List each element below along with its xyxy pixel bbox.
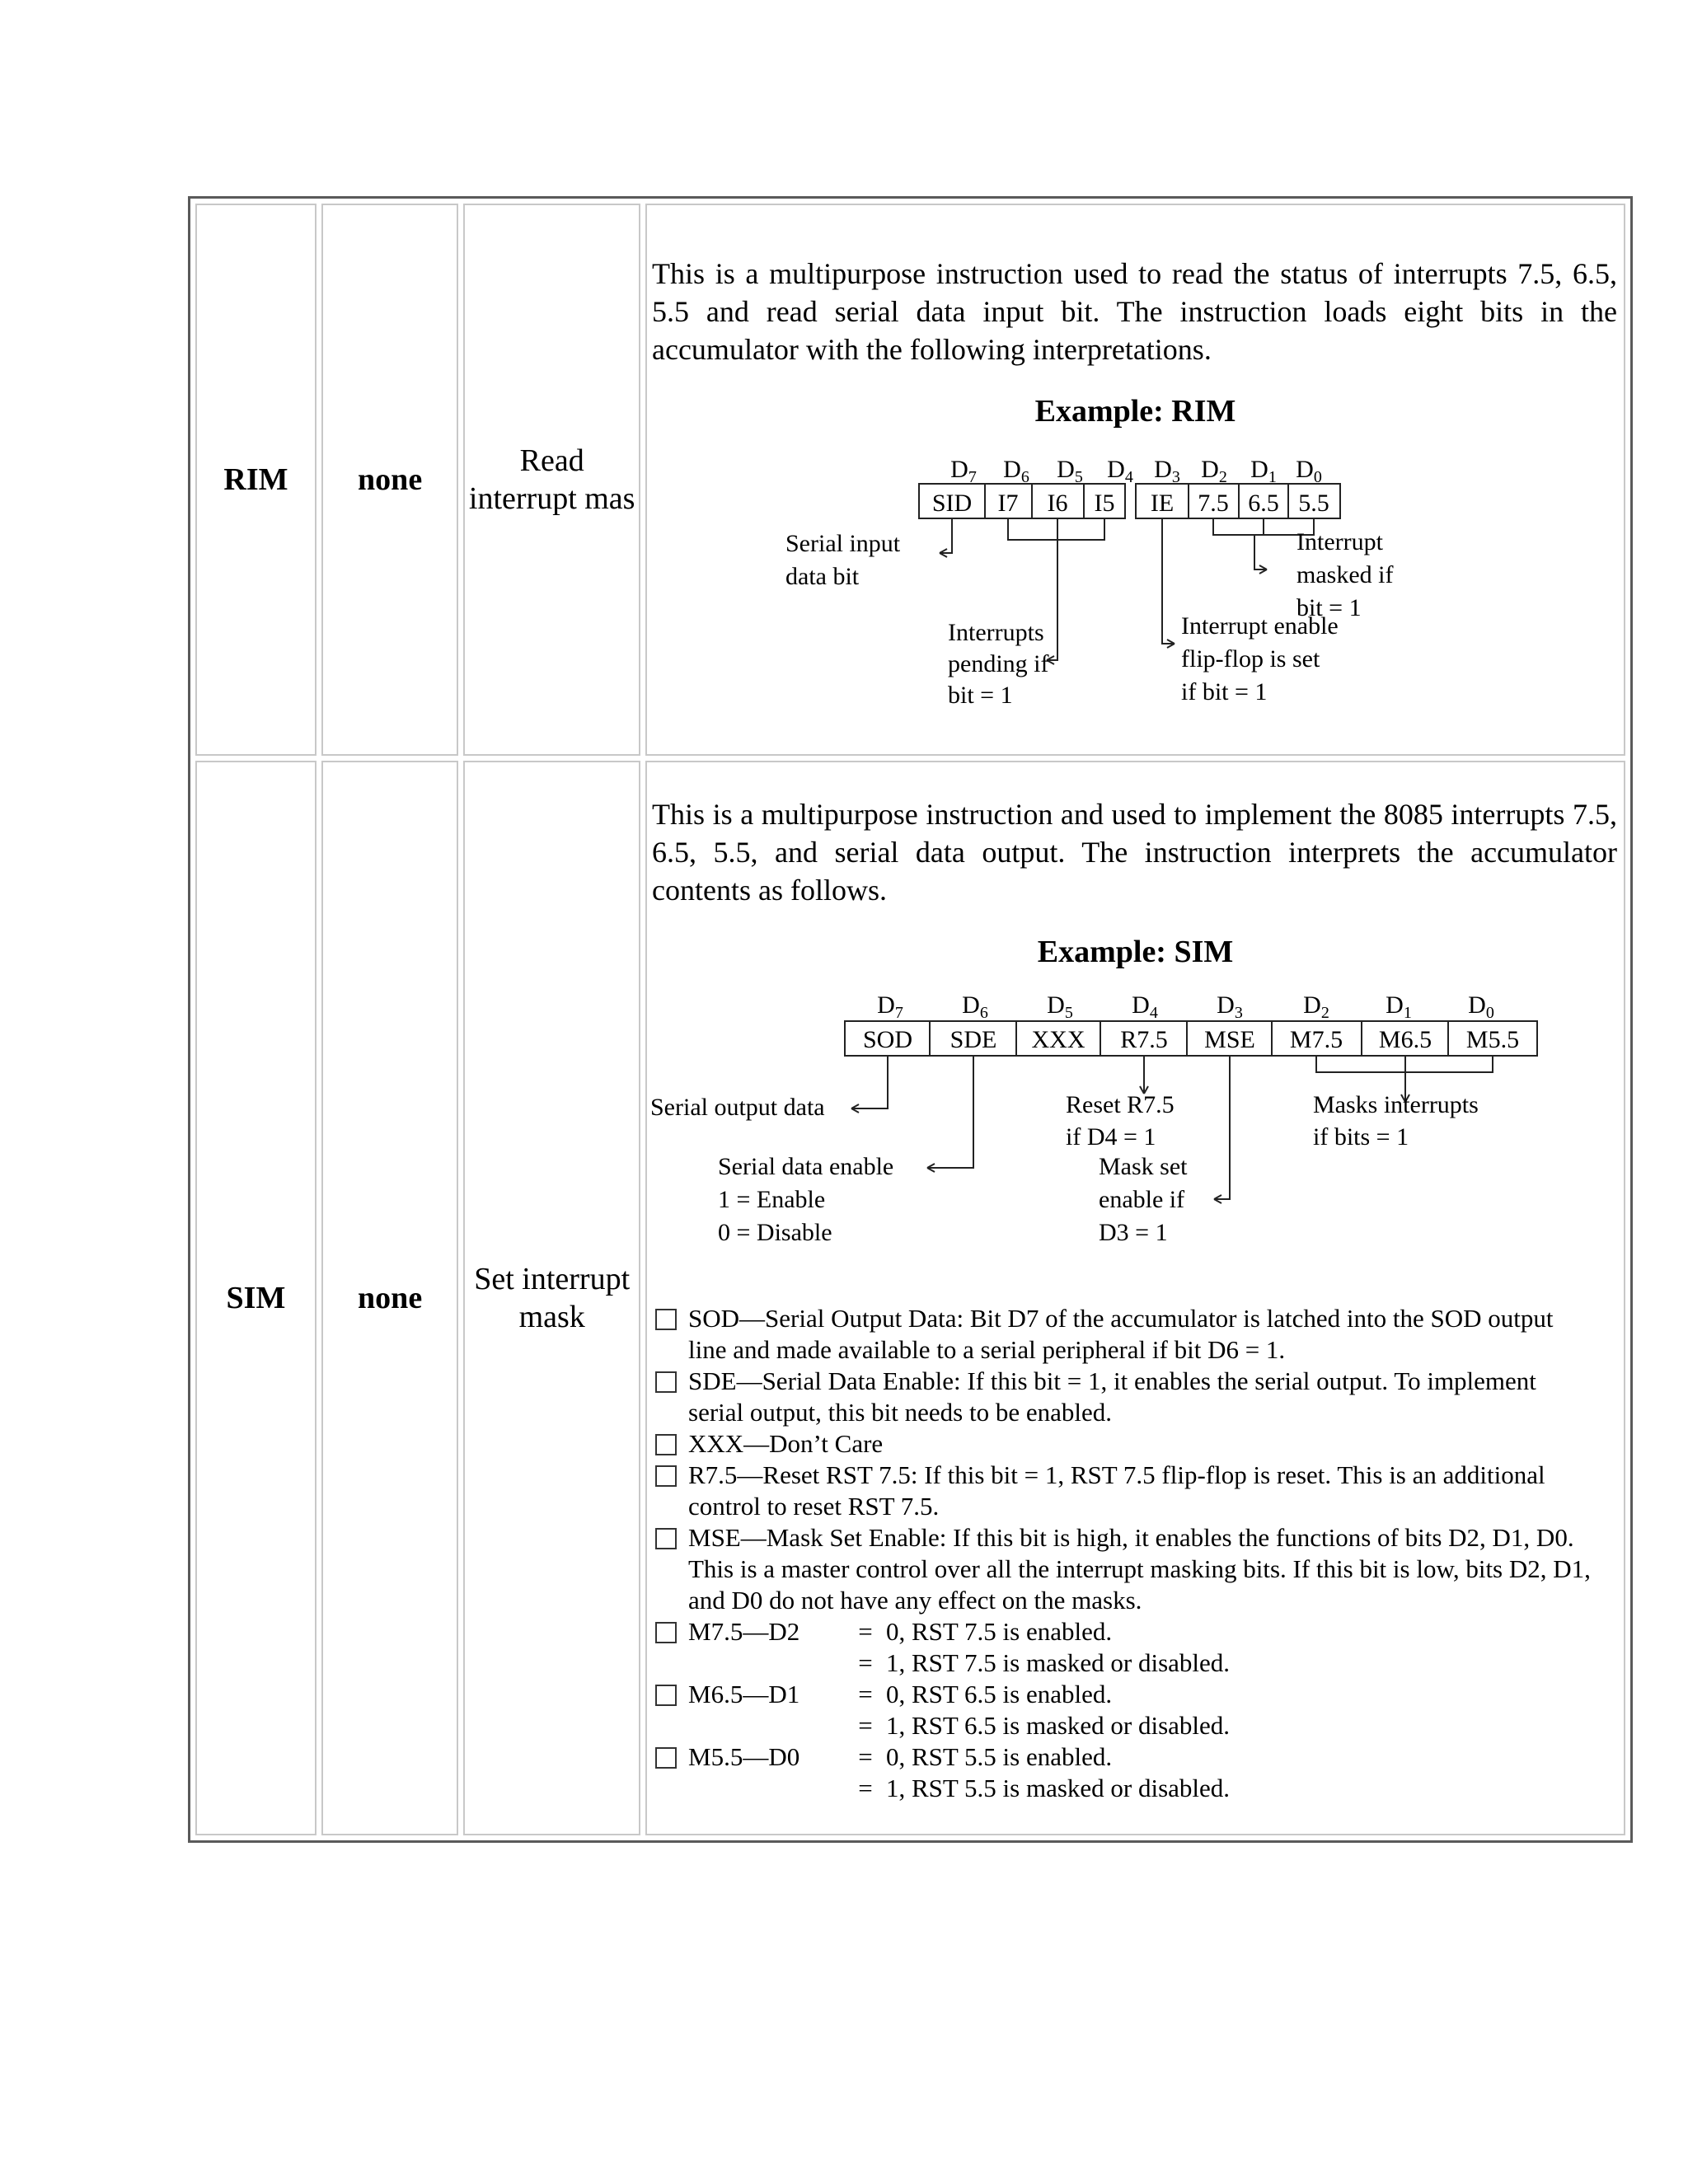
- sim-callout-masks-1: Masks interrupts: [1313, 1091, 1479, 1118]
- rim-cell-sid: SID: [931, 490, 973, 517]
- legend-mse: MSE—Mask Set Enable: If this bit is high, it enables the functions of bits D2, D1, D0.: [688, 1523, 1574, 1552]
- sim-diagram: [647, 977, 1624, 1298]
- rim-callout-pending-3: bit = 1: [948, 682, 1013, 708]
- rim-callout-enable-2: flip-flop is set: [1181, 645, 1320, 673]
- list-item: [652, 1616, 1624, 1679]
- mnemonic-cell: SIM: [195, 761, 316, 1835]
- sim-cell-m65: M6.5: [1378, 1026, 1432, 1053]
- legend-sod: SOD—Serial Output Data: Bit D7 of the accumulator is latched into the SOD output: [688, 1304, 1554, 1333]
- sim-bit-subscript-labels: [877, 991, 1494, 1022]
- rim-d4-label: $D_4$: [1107, 456, 1133, 486]
- sim-callout-serial-enable-2: 1 = Enable: [718, 1186, 826, 1213]
- mask-label-m55: M5.5—D0: [688, 1742, 800, 1771]
- list-item: [652, 1428, 1624, 1460]
- sim-paragraph: This is a multipurpose instruction and used to implement the 8085 interrupts 7.5, 6.5, 5.5, and serial data output. The instruction interprets the accumulator contents as follows.: [652, 798, 1617, 907]
- instruction-table: [188, 196, 1633, 1843]
- rim-cell-75: 7.5: [1198, 490, 1229, 517]
- table-row: [195, 761, 1625, 1835]
- checkbox-bullet-icon: [655, 1371, 677, 1393]
- rim-bit-cells: [932, 490, 1329, 517]
- equals-sign: =: [858, 1711, 873, 1740]
- rim-callout-enable-3: if bit = 1: [1181, 678, 1268, 705]
- equals-sign: =: [858, 1680, 873, 1708]
- rim-example-title: Example: RIM: [1034, 394, 1236, 429]
- sim-d5-label: $D_5$: [1047, 991, 1073, 1022]
- sim-cell-sde: SDE: [950, 1026, 997, 1053]
- rim-cell-i6: I6: [1047, 490, 1068, 517]
- mask-value-1: 1, RST 7.5 is masked or disabled.: [886, 1648, 1231, 1677]
- sim-cell-mse: MSE: [1204, 1026, 1255, 1053]
- operand-cell: none: [321, 761, 459, 1835]
- sim-callout-serial-enable-1: Serial data enable: [718, 1153, 894, 1180]
- checkbox-bullet-icon: [655, 1747, 677, 1769]
- mask-value-0: 0, RST 7.5 is enabled.: [886, 1617, 1113, 1646]
- table-row: [195, 204, 1625, 756]
- mask-label-m75: M7.5—D2: [688, 1617, 800, 1646]
- legend-sde-cont: serial output, this bit needs to be enabled.: [688, 1398, 1112, 1427]
- sim-callout-mask-set-1: Mask set: [1099, 1153, 1188, 1180]
- sim-callout-reset-2: if D4 = 1: [1066, 1123, 1156, 1151]
- sim-d4-label: $D_4$: [1132, 991, 1158, 1022]
- rim-d6-label: $D_6$: [1003, 456, 1029, 486]
- rim-d0-label: $D_0$: [1296, 456, 1322, 486]
- rim-bit-subscript-labels: [950, 456, 1322, 486]
- rim-cell-i5: I5: [1094, 490, 1115, 517]
- mask-value-0: 0, RST 5.5 is enabled.: [886, 1742, 1113, 1771]
- rim-callout-pending-2: pending if: [948, 650, 1049, 677]
- list-item: [652, 1303, 1624, 1366]
- sim-callout-mask-set-3: D3 = 1: [1099, 1219, 1168, 1246]
- sim-cell-m55: M5.5: [1465, 1026, 1520, 1053]
- rim-d3-label: $D_3$: [1154, 456, 1180, 486]
- equals-sign: =: [858, 1742, 873, 1771]
- checkbox-bullet-icon: [655, 1465, 677, 1487]
- rim-d7-label: $D_7$: [950, 456, 977, 486]
- explanation-cell: [645, 204, 1625, 756]
- rim-callout-masked-2: masked if: [1296, 561, 1394, 588]
- list-item: [652, 1522, 1624, 1616]
- sim-d2-label: $D_2$: [1303, 991, 1329, 1022]
- checkbox-bullet-icon: [655, 1309, 677, 1330]
- checkbox-bullet-icon: [655, 1685, 677, 1706]
- rim-d2-label: $D_2$: [1201, 456, 1227, 486]
- rim-d1-label: $D_1$: [1250, 456, 1277, 486]
- rim-callouts: [785, 528, 1393, 708]
- rim-cell-i7: I7: [997, 490, 1019, 517]
- list-item: [652, 1460, 1624, 1522]
- sim-cell-sod: SOD: [862, 1026, 913, 1053]
- sim-callout-serial-enable-3: 0 = Disable: [718, 1219, 832, 1246]
- sim-cell-r75: R7.5: [1120, 1026, 1168, 1053]
- legend-xxx: XXX—Don’t Care: [688, 1429, 884, 1458]
- equals-sign: =: [858, 1617, 873, 1646]
- sim-d3-label: $D_3$: [1217, 991, 1243, 1022]
- equals-sign: =: [858, 1648, 873, 1677]
- rim-cell-ie: IE: [1150, 490, 1175, 517]
- sim-callouts: [650, 1091, 1479, 1246]
- rim-cell-65: 6.5: [1248, 490, 1279, 517]
- sim-bit-legend: [652, 1303, 1624, 1804]
- sim-cell-xxx: XXX: [1031, 1026, 1085, 1053]
- legend-mse-cont: This is a master control over all the interrupt masking bits. If this bit is low, bits D2, D1, and D0 do not have any effect on the masks.: [688, 1554, 1591, 1615]
- explanation-cell: [645, 761, 1625, 1835]
- sim-callout-reset-1: Reset R7.5: [1066, 1091, 1175, 1118]
- description-cell: Read interrupt mas: [463, 204, 640, 756]
- checkbox-bullet-icon: [655, 1434, 677, 1455]
- rim-callout-serial-input-1: Serial input: [785, 530, 901, 557]
- sim-bit-cells: [863, 1026, 1519, 1053]
- checkbox-bullet-icon: [655, 1622, 677, 1643]
- mnemonic-cell: RIM: [195, 204, 316, 756]
- sim-callout-serial-output: Serial output data: [650, 1094, 825, 1121]
- list-item: [652, 1741, 1624, 1804]
- sim-callout-masks-2: if bits = 1: [1313, 1123, 1409, 1151]
- sim-cell-m75: M7.5: [1289, 1026, 1343, 1053]
- rim-paragraph: This is a multipurpose instruction used to read the status of interrupts 7.5, 6.5, 5.5 and read serial data input bit. The instruction loads eight bits in the accumulator with the following interpretations.: [652, 257, 1617, 366]
- sim-example-title: Example: SIM: [1037, 935, 1234, 969]
- rim-cell-55: 5.5: [1298, 490, 1329, 517]
- rim-d5-label: $D_5$: [1057, 456, 1083, 486]
- sim-register: [845, 1021, 1537, 1056]
- rim-diagram: [647, 436, 1624, 708]
- operand-cell: none: [321, 204, 459, 756]
- sim-d0-label: $D_0$: [1468, 991, 1494, 1022]
- equals-sign: =: [858, 1774, 873, 1802]
- sim-d6-label: $D_6$: [962, 991, 988, 1022]
- sim-callout-mask-set-2: enable if: [1099, 1186, 1185, 1213]
- mask-value-0: 0, RST 6.5 is enabled.: [886, 1680, 1113, 1708]
- description-cell: Set interrupt mask: [463, 761, 640, 1835]
- rim-callout-enable-1: Interrupt enable: [1181, 612, 1339, 640]
- mask-value-1: 1, RST 5.5 is masked or disabled.: [886, 1774, 1231, 1802]
- mask-value-1: 1, RST 6.5 is masked or disabled.: [886, 1711, 1231, 1740]
- rim-callout-masked-1: Interrupt: [1296, 528, 1383, 555]
- sim-d1-label: $D_1$: [1386, 991, 1412, 1022]
- rim-callout-serial-input-2: data bit: [785, 563, 860, 590]
- sim-d7-label: $D_7$: [877, 991, 903, 1022]
- mask-label-m65: M6.5—D1: [688, 1680, 800, 1708]
- list-item: [652, 1679, 1624, 1741]
- list-item: [652, 1366, 1624, 1428]
- rim-callout-pending-1: Interrupts: [948, 619, 1044, 646]
- legend-sod-cont: line and made available to a serial peripheral if bit D6 = 1.: [688, 1335, 1286, 1364]
- legend-r75-cont: control to reset RST 7.5.: [688, 1492, 940, 1521]
- rim-callout-masked-3: bit = 1: [1296, 594, 1362, 621]
- checkbox-bullet-icon: [655, 1528, 677, 1549]
- legend-r75: R7.5—Reset RST 7.5: If this bit = 1, RST 7.5 flip-flop is reset. This is an additional: [688, 1460, 1545, 1489]
- legend-sde: SDE—Serial Data Enable: If this bit = 1, it enables the serial output. To implement: [688, 1366, 1536, 1395]
